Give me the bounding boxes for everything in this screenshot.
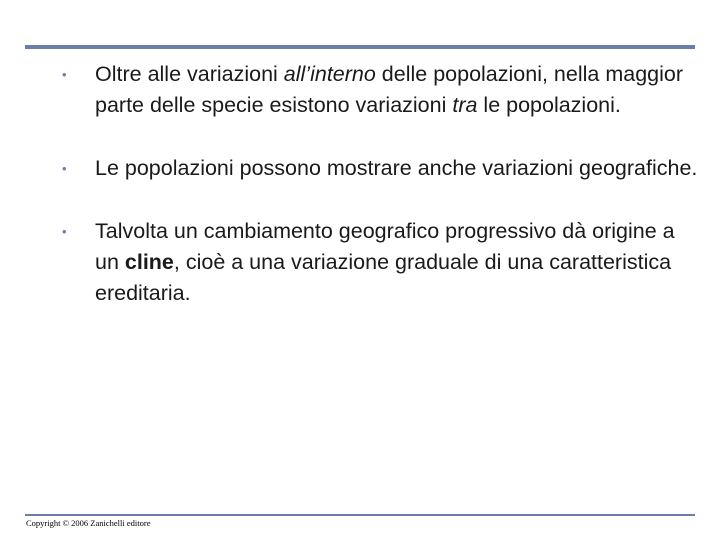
copyright-notice: Copyright © 2006 Zanichelli editore — [26, 518, 151, 528]
bullet-text-segment: tra — [452, 93, 478, 117]
bullet-text-segment: all’interno — [283, 62, 376, 86]
bullet-text-segment: Oltre alle variazioni — [95, 62, 284, 86]
bullet-text-segment: , cioè a una variazione graduale di una caratteristica ereditaria. — [95, 250, 672, 305]
bottom-divider-line — [25, 514, 695, 516]
bullet-icon: • — [62, 161, 67, 176]
bullet-text-segment: le popolazioni. — [477, 93, 621, 117]
bullet-text-segment: delle popolazioni, nella maggior parte delle specie esistono variazioni — [95, 62, 684, 117]
bullet-item — [62, 59, 702, 121]
bullet-text-segment: cline — [124, 250, 174, 274]
bullet-item — [62, 216, 702, 309]
bullet-text-segment: Talvolta un cambiamento geografico progressivo dà origine a un — [95, 219, 675, 274]
bullet-item — [62, 153, 702, 184]
bullet-icon: • — [62, 224, 67, 239]
bullet-icon: • — [62, 67, 67, 82]
bullet-text-segment: Le popolazioni possono mostrare anche variazioni geografiche. — [95, 156, 698, 180]
top-divider-line — [25, 45, 695, 49]
bullet-list — [62, 59, 702, 341]
